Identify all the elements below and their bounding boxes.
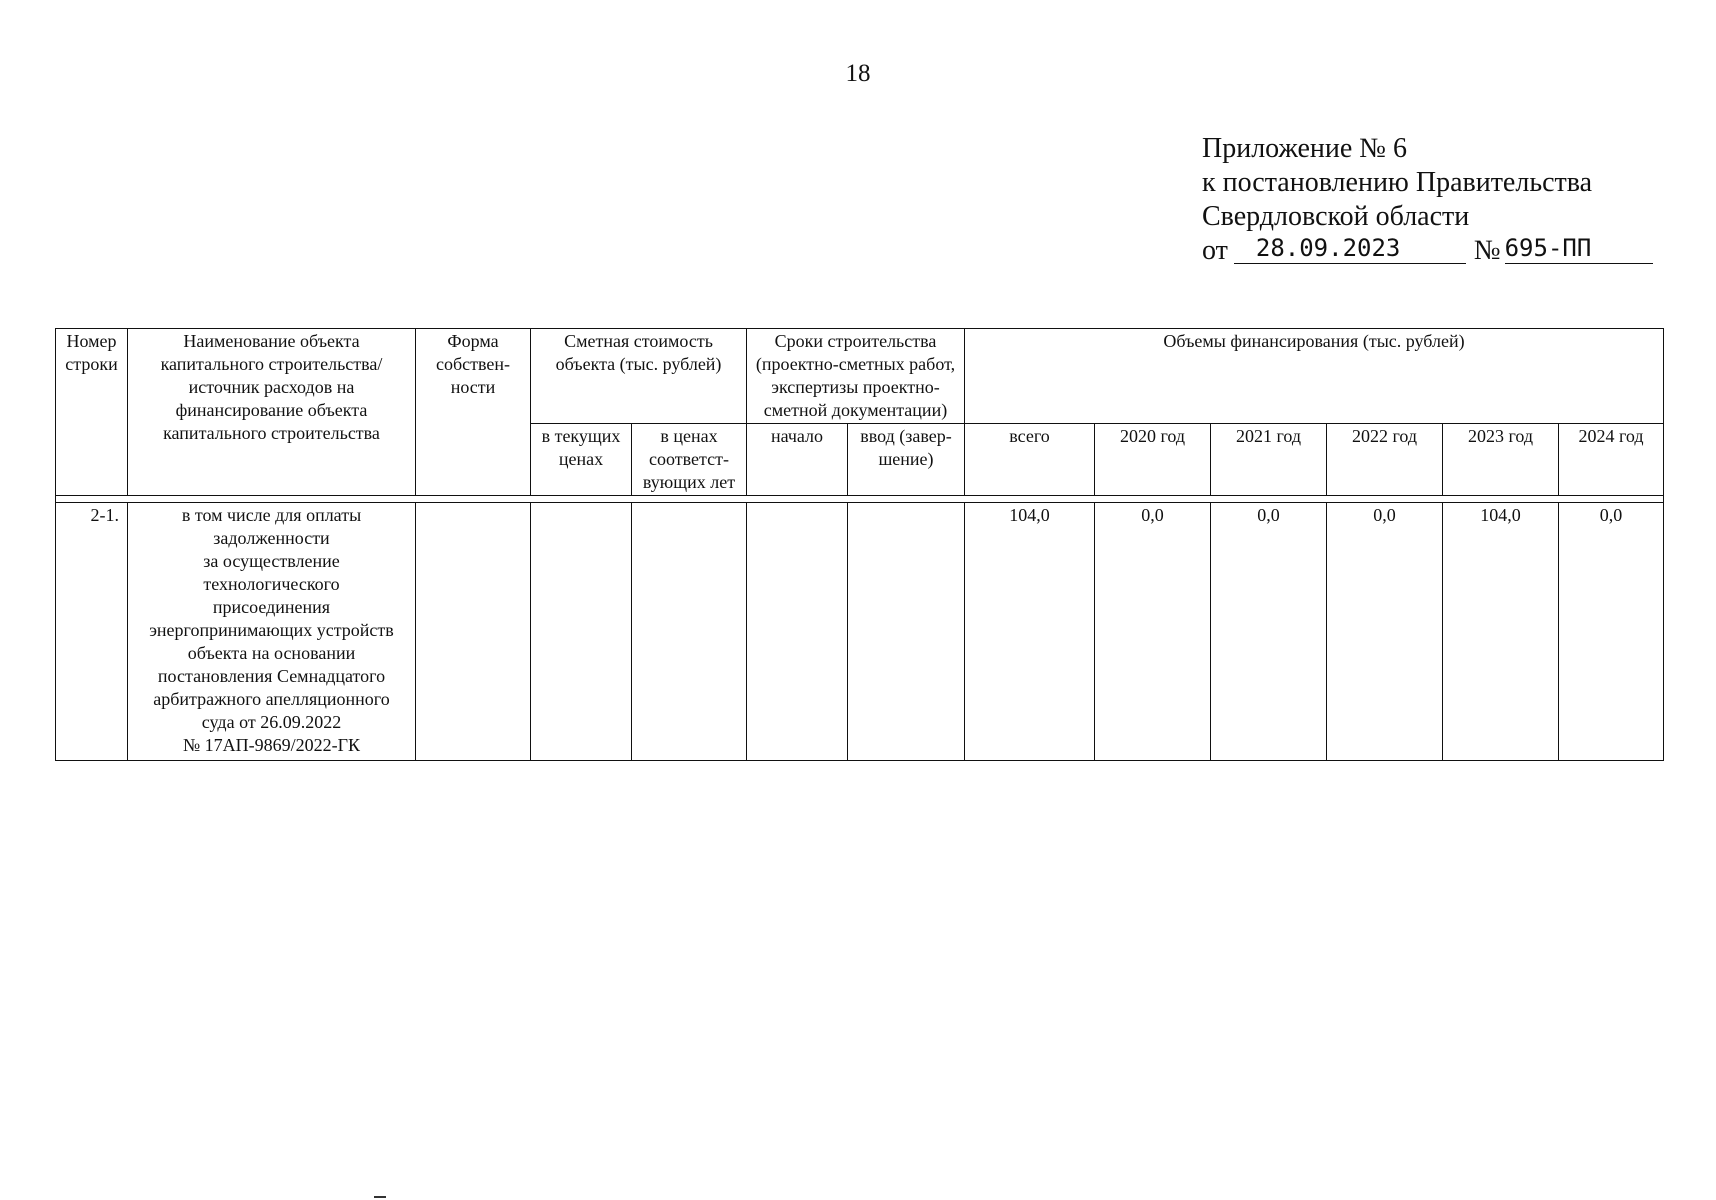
name-line: постановления Семнадцатого <box>157 666 386 686</box>
cell-terms-end <box>848 503 965 761</box>
name-line: технологического <box>203 574 340 594</box>
header-construction-terms: Сроки строительства (проектно-сметных работ, экспертизы проектно-сметной документации) <box>747 329 965 424</box>
cell-2023: 104,0 <box>1443 503 1559 761</box>
name-line: арбитражного апелляционного <box>153 689 390 709</box>
header-2022: 2022 год <box>1327 424 1443 496</box>
appendix-title: Приложение № 6 <box>1202 133 1407 164</box>
appendix-region-line: Свердловской области <box>1202 201 1470 232</box>
header-terms-end: ввод (завер-шение) <box>848 424 965 496</box>
cell-2020: 0,0 <box>1095 503 1211 761</box>
cell-2022: 0,0 <box>1327 503 1443 761</box>
scan-artifact-dash <box>374 1196 386 1198</box>
header-2020: 2020 год <box>1095 424 1211 496</box>
cell-row-number: 2-1. <box>56 503 128 761</box>
name-line: присоединения <box>212 597 331 617</box>
name-line: в том числе для оплаты <box>181 505 362 525</box>
name-line: энергопринимающих устройств <box>149 620 394 640</box>
header-estimated-cost: Сметная стоимость объекта (тыс. рублей) <box>531 329 747 424</box>
header-2021: 2021 год <box>1211 424 1327 496</box>
cell-ownership <box>416 503 531 761</box>
header-2024: 2024 год <box>1559 424 1664 496</box>
header-ownership: Форма собствен-ности <box>416 329 531 496</box>
decree-number: 695-ПП <box>1505 235 1653 264</box>
header-cost-current: в текущих ценах <box>531 424 632 496</box>
name-line: за осуществление <box>203 551 340 571</box>
date-label: от <box>1202 235 1228 266</box>
header-financing: Объемы финансирования (тыс. рублей) <box>965 329 1664 424</box>
header-row-1 <box>56 329 1664 424</box>
header-object-name: Наименование объекта капитального строительства/ источник расходов на финансирование объекта капитального строительства <box>128 329 416 496</box>
financing-table <box>55 328 1664 761</box>
header-terms-start: начало <box>747 424 848 496</box>
name-line: № 17АП-9869/2022-ГК <box>182 735 361 755</box>
name-line: объекта на основании <box>187 643 356 663</box>
cell-2024: 0,0 <box>1559 503 1664 761</box>
name-line: задолженности <box>213 528 330 548</box>
appendix-block <box>1202 132 1653 268</box>
header-separator <box>56 496 1664 503</box>
name-line: суда от 26.09.2022 <box>201 712 342 732</box>
cell-terms-start <box>747 503 848 761</box>
appendix-date-number-line <box>1202 234 1653 268</box>
header-total: всего <box>965 424 1095 496</box>
decree-date: 28.09.2023 <box>1234 235 1466 264</box>
cell-cost-years <box>632 503 747 761</box>
appendix-decree-line: к постановлению Правительства <box>1202 167 1593 198</box>
header-row-number: Номер строки <box>56 329 128 496</box>
cell-total: 104,0 <box>965 503 1095 761</box>
header-2023: 2023 год <box>1443 424 1559 496</box>
header-cost-years: в ценах соответст-вующих лет <box>632 424 747 496</box>
cell-object-name <box>128 503 416 761</box>
cell-2021: 0,0 <box>1211 503 1327 761</box>
cell-cost-current <box>531 503 632 761</box>
table-row <box>56 503 1664 761</box>
page-number: 18 <box>845 60 871 87</box>
number-label: № <box>1473 235 1501 266</box>
